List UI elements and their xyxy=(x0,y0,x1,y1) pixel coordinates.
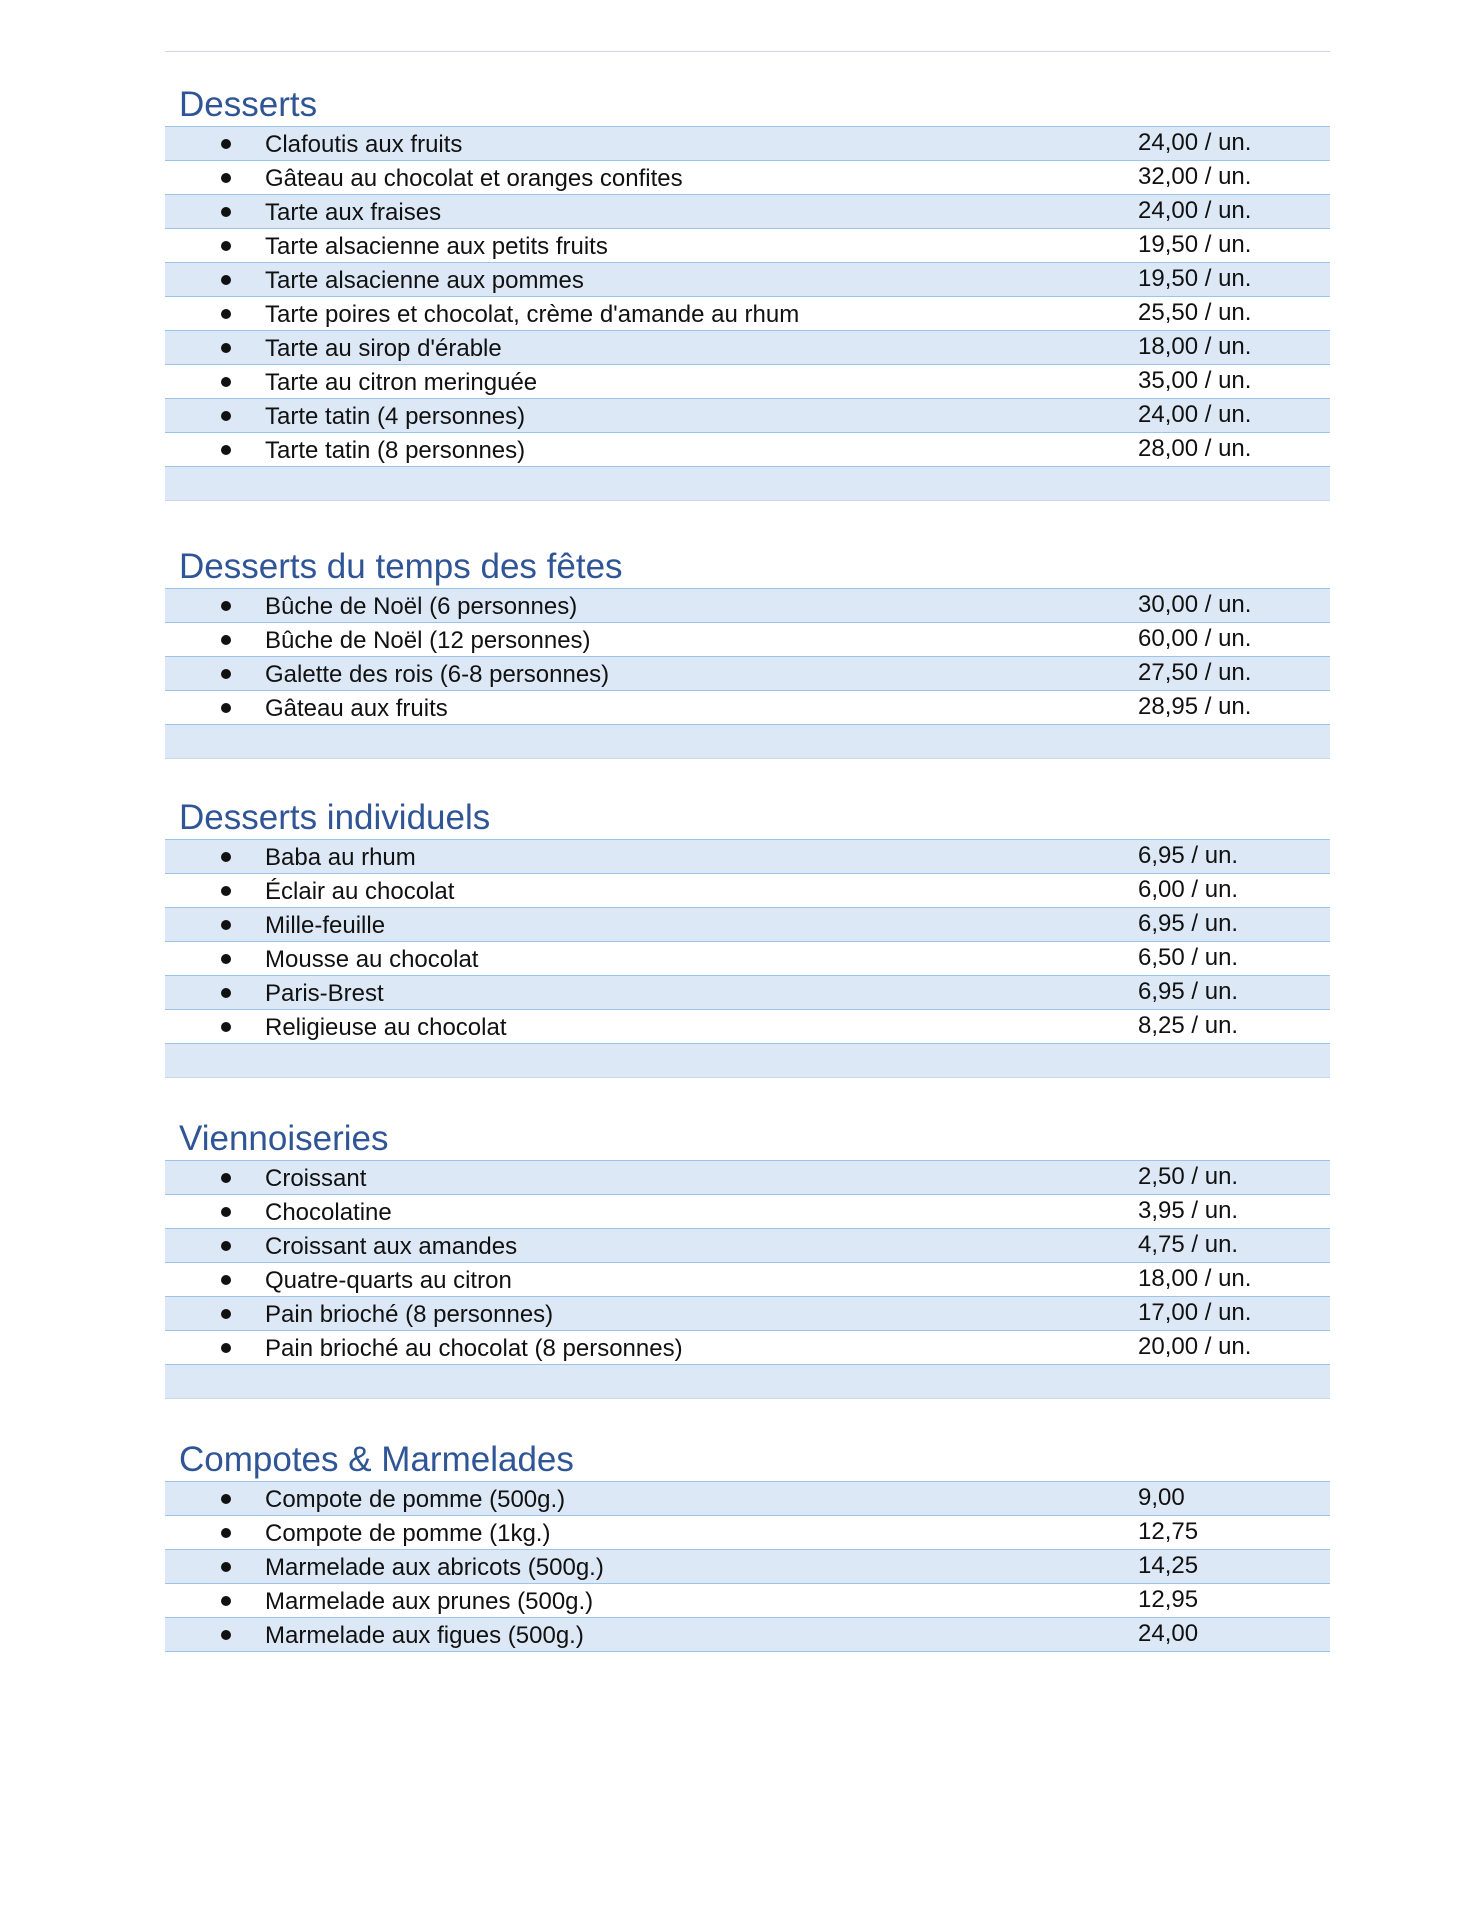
item-price: 24,00 / un. xyxy=(1138,401,1252,428)
item-name: Baba au rhum xyxy=(265,844,416,871)
item-name: Paris-Brest xyxy=(265,980,384,1007)
list-item xyxy=(165,1297,1330,1331)
list-item xyxy=(165,976,1330,1010)
section-title: Viennoiseries xyxy=(179,1119,389,1158)
item-price: 12,95 xyxy=(1138,1586,1199,1613)
item-name: Tarte aux fraises xyxy=(265,199,442,226)
item-name: Tarte alsacienne aux petits fruits xyxy=(265,233,608,260)
bullet-icon xyxy=(221,195,231,229)
list-item xyxy=(165,127,1330,161)
bullet-icon xyxy=(221,263,231,297)
bullet-icon xyxy=(221,1516,231,1550)
list-item xyxy=(165,1584,1330,1618)
list-item xyxy=(165,1161,1330,1195)
item-price: 25,50 / un. xyxy=(1138,299,1252,326)
item-price: 17,00 / un. xyxy=(1138,1299,1252,1326)
section-desserts-individuels xyxy=(165,794,1330,1078)
bullet-icon xyxy=(221,297,231,331)
item-price: 35,00 / un. xyxy=(1138,367,1252,394)
item-name: Marmelade aux abricots (500g.) xyxy=(265,1554,604,1581)
bullet-icon xyxy=(221,691,231,725)
list-item xyxy=(165,691,1330,725)
item-name: Tarte au sirop d'érable xyxy=(265,335,502,362)
list-item xyxy=(165,433,1330,467)
bullet-icon xyxy=(221,1618,231,1652)
list-item xyxy=(165,399,1330,433)
item-name: Tarte tatin (8 personnes) xyxy=(265,437,526,464)
item-price: 18,00 / un. xyxy=(1138,333,1252,360)
item-list xyxy=(165,126,1330,501)
list-item xyxy=(165,1482,1330,1516)
item-name: Bûche de Noël (6 personnes) xyxy=(265,593,578,620)
header-rule xyxy=(165,51,1330,52)
item-name: Gâteau aux fruits xyxy=(265,695,448,722)
list-item xyxy=(165,1229,1330,1263)
list-item xyxy=(165,623,1330,657)
list-item xyxy=(165,161,1330,195)
item-price: 6,95 / un. xyxy=(1138,978,1239,1005)
item-price: 30,00 / un. xyxy=(1138,591,1252,618)
item-list xyxy=(165,1481,1330,1652)
list-item xyxy=(165,1550,1330,1584)
bullet-icon xyxy=(221,433,231,467)
item-name: Religieuse au chocolat xyxy=(265,1014,507,1041)
item-name: Chocolatine xyxy=(265,1199,392,1226)
bullet-icon xyxy=(221,1195,231,1229)
bullet-icon xyxy=(221,1331,231,1365)
item-name: Marmelade aux prunes (500g.) xyxy=(265,1588,594,1615)
item-price: 60,00 / un. xyxy=(1138,625,1252,652)
section-title: Desserts xyxy=(179,85,318,124)
list-item xyxy=(165,657,1330,691)
section-spacer xyxy=(165,1044,1330,1078)
item-list xyxy=(165,588,1330,759)
item-price: 20,00 / un. xyxy=(1138,1333,1252,1360)
list-item xyxy=(165,1010,1330,1044)
list-item xyxy=(165,1195,1330,1229)
list-item xyxy=(165,297,1330,331)
bullet-icon xyxy=(221,1229,231,1263)
bullet-icon xyxy=(221,589,231,623)
bullet-icon xyxy=(221,161,231,195)
item-price: 28,00 / un. xyxy=(1138,435,1252,462)
list-item xyxy=(165,263,1330,297)
item-price: 6,95 / un. xyxy=(1138,910,1239,937)
bullet-icon xyxy=(221,874,231,908)
bullet-icon xyxy=(221,1482,231,1516)
bullet-icon xyxy=(221,1550,231,1584)
list-item xyxy=(165,1516,1330,1550)
bullet-icon xyxy=(221,908,231,942)
bullet-icon xyxy=(221,1010,231,1044)
section-compotes xyxy=(165,1436,1330,1652)
item-price: 24,00 / un. xyxy=(1138,129,1252,156)
list-item xyxy=(165,874,1330,908)
item-list xyxy=(165,1160,1330,1399)
item-price: 9,00 xyxy=(1138,1484,1185,1511)
item-price: 28,95 / un. xyxy=(1138,693,1252,720)
bullet-icon xyxy=(221,1297,231,1331)
bullet-icon xyxy=(221,365,231,399)
item-name: Tarte poires et chocolat, crème d'amande au rhum xyxy=(265,301,800,328)
bullet-icon xyxy=(221,1161,231,1195)
section-viennoiseries xyxy=(165,1115,1330,1399)
list-item xyxy=(165,1618,1330,1652)
item-name: Tarte alsacienne aux pommes xyxy=(265,267,584,294)
list-item xyxy=(165,1331,1330,1365)
item-name: Pain brioché au chocolat (8 personnes) xyxy=(265,1335,683,1362)
item-name: Bûche de Noël (12 personnes) xyxy=(265,627,591,654)
item-name: Mille-feuille xyxy=(265,912,386,939)
list-item xyxy=(165,908,1330,942)
item-price: 4,75 / un. xyxy=(1138,1231,1239,1258)
item-price: 27,50 / un. xyxy=(1138,659,1252,686)
section-title: Desserts individuels xyxy=(179,798,491,837)
section-spacer xyxy=(165,725,1330,759)
section-spacer xyxy=(165,1365,1330,1399)
bullet-icon xyxy=(221,1584,231,1618)
bullet-icon xyxy=(221,399,231,433)
item-name: Gâteau au chocolat et oranges confites xyxy=(265,165,683,192)
item-name: Éclair au chocolat xyxy=(265,878,455,905)
item-price: 32,00 / un. xyxy=(1138,163,1252,190)
list-item xyxy=(165,589,1330,623)
bullet-icon xyxy=(221,976,231,1010)
item-name: Quatre-quarts au citron xyxy=(265,1267,512,1294)
bullet-icon xyxy=(221,127,231,161)
item-price: 14,25 xyxy=(1138,1552,1199,1579)
bullet-icon xyxy=(221,657,231,691)
list-item xyxy=(165,195,1330,229)
item-name: Marmelade aux figues (500g.) xyxy=(265,1622,584,1649)
bullet-icon xyxy=(221,942,231,976)
list-item xyxy=(165,331,1330,365)
item-name: Galette des rois (6-8 personnes) xyxy=(265,661,610,688)
item-price: 6,95 / un. xyxy=(1138,842,1239,869)
item-price: 2,50 / un. xyxy=(1138,1163,1239,1190)
section-title: Compotes & Marmelades xyxy=(179,1440,574,1479)
item-name: Mousse au chocolat xyxy=(265,946,479,973)
bullet-icon xyxy=(221,1263,231,1297)
list-item xyxy=(165,365,1330,399)
list-item xyxy=(165,942,1330,976)
list-item xyxy=(165,840,1330,874)
section-desserts-fetes xyxy=(165,543,1330,759)
list-item xyxy=(165,229,1330,263)
item-price: 6,00 / un. xyxy=(1138,876,1239,903)
bullet-icon xyxy=(221,623,231,657)
bullet-icon xyxy=(221,229,231,263)
item-price: 12,75 xyxy=(1138,1518,1199,1545)
section-desserts xyxy=(165,81,1330,501)
list-item xyxy=(165,1263,1330,1297)
item-price: 24,00 xyxy=(1138,1620,1199,1647)
item-list xyxy=(165,839,1330,1078)
item-price: 19,50 / un. xyxy=(1138,265,1252,292)
item-price: 8,25 / un. xyxy=(1138,1012,1239,1039)
item-price: 6,50 / un. xyxy=(1138,944,1239,971)
item-name: Pain brioché (8 personnes) xyxy=(265,1301,554,1328)
item-name: Tarte tatin (4 personnes) xyxy=(265,403,526,430)
section-title: Desserts du temps des fêtes xyxy=(179,547,623,586)
bullet-icon xyxy=(221,331,231,365)
item-name: Croissant xyxy=(265,1165,367,1192)
item-price: 3,95 / un. xyxy=(1138,1197,1239,1224)
section-spacer xyxy=(165,467,1330,501)
item-name: Compote de pomme (500g.) xyxy=(265,1486,566,1513)
item-price: 18,00 / un. xyxy=(1138,1265,1252,1292)
item-price: 19,50 / un. xyxy=(1138,231,1252,258)
item-price: 24,00 / un. xyxy=(1138,197,1252,224)
item-name: Clafoutis aux fruits xyxy=(265,131,463,158)
bullet-icon xyxy=(221,840,231,874)
item-name: Croissant aux amandes xyxy=(265,1233,518,1260)
item-name: Tarte au citron meringuée xyxy=(265,369,538,396)
item-name: Compote de pomme (1kg.) xyxy=(265,1520,551,1547)
